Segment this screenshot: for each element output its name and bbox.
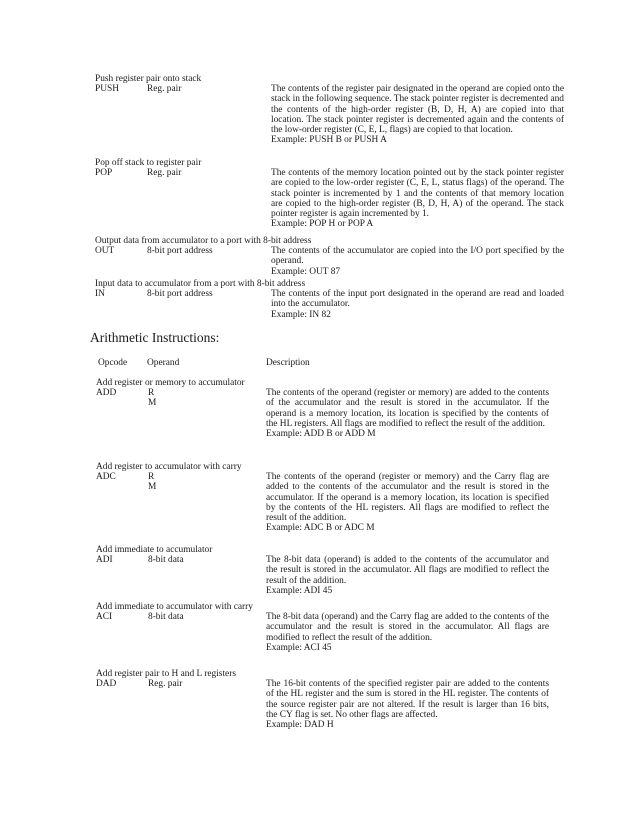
operand: 8-bit data: [148, 555, 184, 566]
instruction-entry-out: [95, 236, 564, 277]
instruction-description: The 16-bit contents of the specified register pair are added to the contents of the HL register and the sum is stored in the HL register. The contents of the source register pair are not altered. If the result is larger than 16 bits, the CY flag is set. No other flags are affected. Example: DAD H: [266, 679, 549, 731]
instruction-title: Pop off stack to register pair: [95, 158, 202, 168]
instruction-entry-aci: [96, 602, 549, 653]
instruction-entry-pop: [95, 158, 564, 230]
instruction-entry-add: [96, 378, 549, 440]
operand-alt: M: [148, 482, 157, 493]
opcode: ADC: [96, 472, 116, 483]
operand-alt: M: [148, 398, 157, 409]
opcode: OUT: [95, 246, 115, 257]
column-header-operand: Operand: [147, 358, 180, 368]
column-header-opcode: Opcode: [98, 358, 128, 368]
instruction-example: Example: ADI 45: [266, 585, 333, 596]
opcode: POP: [95, 168, 113, 179]
instruction-example: Example: OUT 87: [271, 266, 341, 277]
operand: Reg. pair: [148, 679, 183, 690]
instruction-description: The contents of the register pair designated in the operand are copied onto the stack in the following sequence. The stack pointer register is decremented and the contents of the high-order register (B, D, H, A) are copied into that location. The stack pointer register is decremented again and the contents of the low-order register (C, E, L, flags) are copied to that location. Example: PUSH B or PUSH A: [271, 84, 564, 146]
instruction-example: Example: PUSH B or PUSH A: [271, 135, 387, 146]
instruction-title: Add register pair to H and L registers: [96, 669, 236, 679]
opcode: DAD: [96, 679, 117, 690]
operand: Reg. pair: [147, 168, 182, 179]
opcode: ADD: [96, 388, 117, 399]
instruction-description: The contents of the memory location pointed out by the stack pointer register are copied to the low-order register (C, E, L, status flags) of the operand. The stack pointer is incremented by 1 and the contents of that memory location are copied to the high-order register (B, D, H, A) of the operand. The stack pointer register is again incremented by 1. Example: POP H or POP A: [271, 168, 564, 230]
instruction-entry-in: [95, 279, 564, 320]
instruction-description: The 8-bit data (operand) and the Carry flag are added to the contents of the accumulator and the result is stored in the accumulator. All flags are modified to reflect the result of the addition. Example: ACI 45: [266, 612, 549, 653]
instruction-example: Example: ACI 45: [266, 642, 332, 653]
instruction-title: Input data to accumulator from a port with 8-bit address: [95, 279, 306, 289]
operand: 8-bit port address: [147, 246, 213, 257]
instruction-description: The contents of the accumulator are copied into the I/O port specified by the operand. Example: OUT 87: [271, 246, 564, 277]
opcode: PUSH: [95, 84, 119, 95]
instruction-description: The 8-bit data (operand) is added to the contents of the accumulator and the result is stored in the accumulator. All flags are modified to reflect the result of the addition. Example: ADI 45: [266, 555, 549, 596]
instruction-title: Add register to accumulator with carry: [96, 462, 242, 472]
operand: R: [148, 472, 155, 483]
instruction-entry-dad: [96, 669, 549, 731]
instruction-title: Output data from accumulator to a port with 8-bit address: [95, 236, 312, 246]
instruction-title: Add register or memory to accumulator: [96, 378, 245, 388]
opcode: ACI: [96, 612, 113, 623]
instruction-entry-adc: [96, 462, 549, 534]
instruction-example: Example: POP H or POP A: [271, 219, 374, 230]
instruction-description: The contents of the operand (register or memory) and the Carry flag are added to the contents of the accumulator and the result is stored in the accumulator. If the operand is a memory location, its location is specified by the contents of the HL registers. All flags are modified to reflect the result of the addition. Example: ADC B or ADC M: [266, 472, 549, 534]
opcode: ADI: [96, 555, 113, 566]
instruction-entry-push: [95, 74, 564, 146]
operand: Reg. pair: [147, 84, 182, 95]
section-title: Arithmetic Instructions:: [90, 330, 220, 345]
instruction-example: Example: ADD B or ADD M: [266, 429, 376, 440]
operand: 8-bit data: [148, 612, 184, 623]
instruction-description: The contents of the input port designated in the operand are read and loaded into the accumulator. Example: IN 82: [271, 289, 564, 320]
instruction-title: Push register pair onto stack: [95, 74, 202, 84]
instruction-description: The contents of the operand (register or memory) are added to the contents of the accumulator and the result is stored in the accumulator. If the operand is a memory location, its location is specified by the contents of the HL registers. All flags are modified to reflect the result of the addition. Example: ADD B or ADD M: [266, 388, 549, 440]
instruction-entry-adi: [96, 545, 549, 596]
instruction-example: Example: IN 82: [271, 309, 331, 320]
operand: R: [148, 388, 155, 399]
column-header-description: Description: [266, 358, 310, 368]
operand: 8-bit port address: [147, 289, 213, 300]
instruction-title: Add immediate to accumulator: [96, 545, 213, 555]
opcode: IN: [95, 289, 105, 300]
instruction-example: Example: DAD H: [266, 720, 334, 731]
instruction-example: Example: ADC B or ADC M: [266, 523, 375, 534]
instruction-title: Add immediate to accumulator with carry: [96, 602, 253, 612]
